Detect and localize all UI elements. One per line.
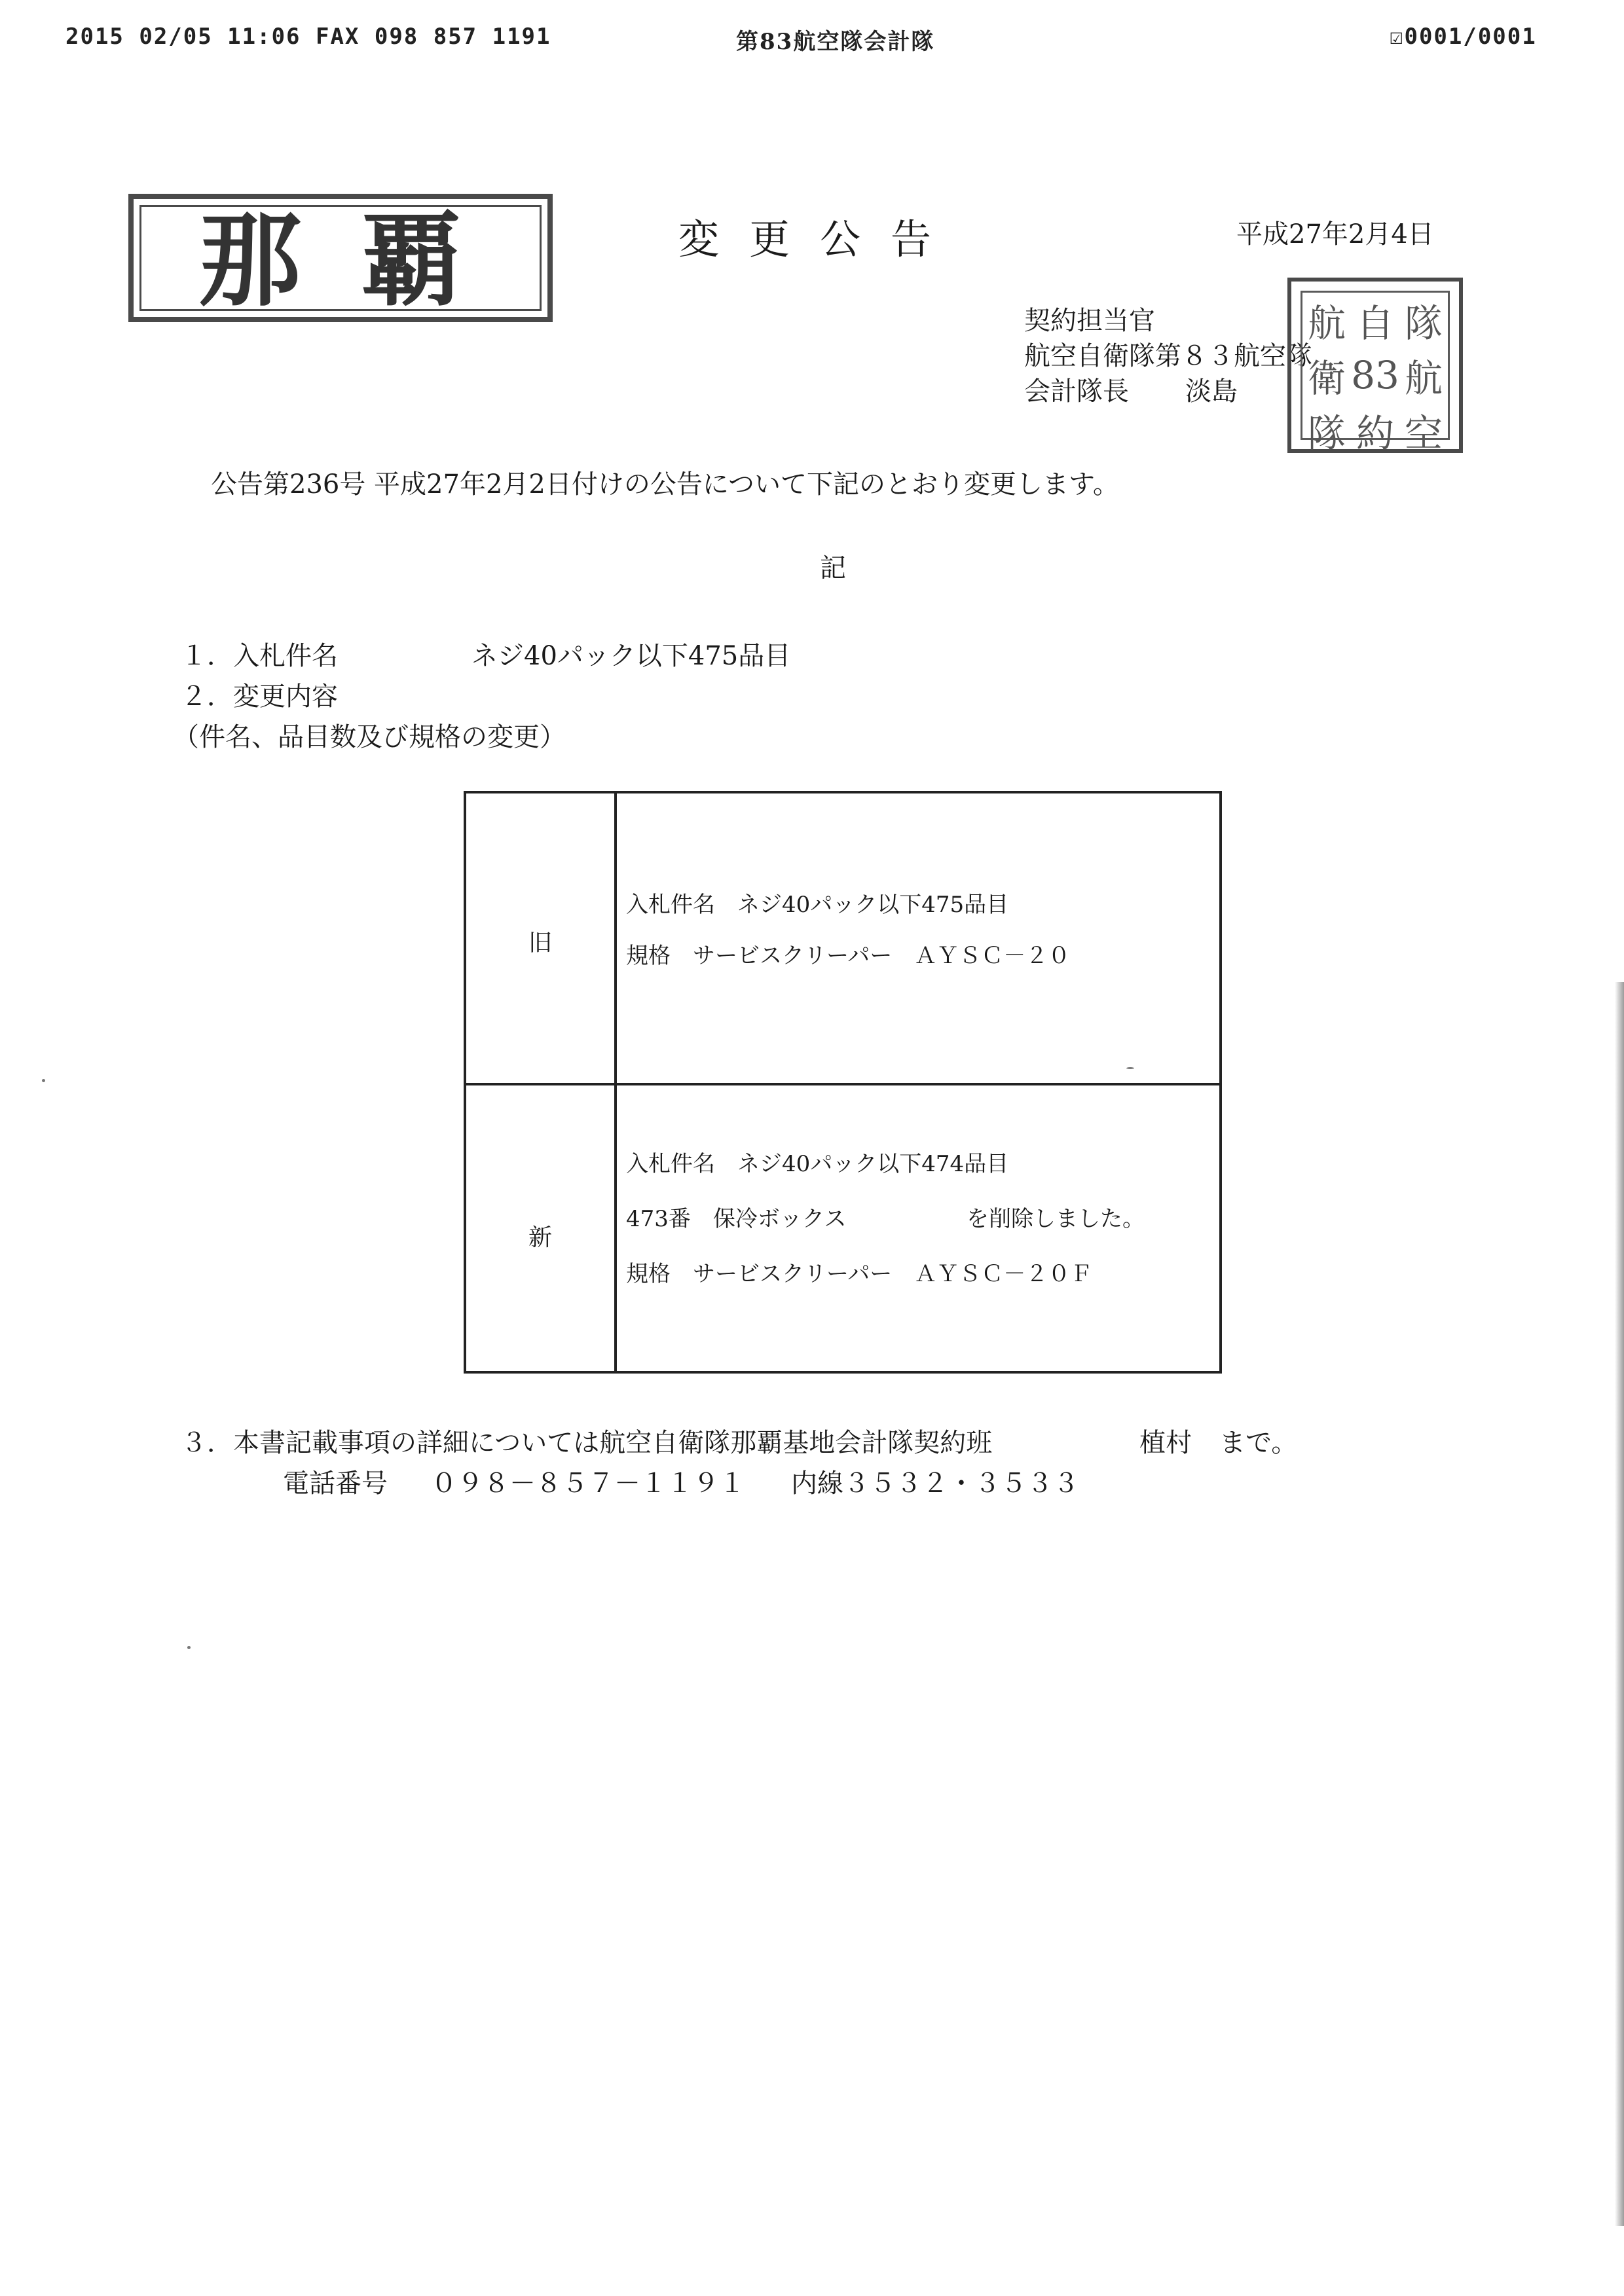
notice-date: 平成27年2月4日 <box>1236 219 1434 249</box>
seal-glyph: 自 <box>1356 301 1394 346</box>
naha-stamp <box>128 194 553 322</box>
item1-label: １．入札件名 <box>181 641 338 671</box>
fax-header-page-count: ☑0001/0001 <box>1390 24 1537 50</box>
seal-glyph: 衛 <box>1307 356 1346 401</box>
seal-glyph: 航 <box>1404 356 1443 401</box>
old-line-1: 入札件名 ネジ40パック以下475品目 <box>626 892 1009 918</box>
officer-position: 契約担当官 <box>1024 306 1155 336</box>
table-column-divider <box>614 793 617 1371</box>
naha-stamp-text: 那覇 <box>199 201 521 320</box>
new-line-2a: 473番 保冷ボックス <box>626 1206 847 1232</box>
officer-name: 淡島 <box>1185 376 1238 407</box>
phone-number: ０９８－８５７－１１９１ <box>431 1468 745 1499</box>
new-line-2b: を削除しました。 <box>967 1206 1145 1232</box>
scan-edge-shadow <box>1615 982 1624 2226</box>
old-line-2: 規格 サービスクリーパー ＡＹＳＣ－２０ <box>626 943 1071 969</box>
seal-glyph: 83 <box>1351 353 1399 397</box>
ki-heading: 記 <box>820 553 846 583</box>
change-table <box>464 791 1222 1374</box>
contact-end: まで。 <box>1219 1428 1298 1458</box>
item2-note: （件名、品目数及び規格の変更） <box>173 722 566 752</box>
seal-glyph: 隊 <box>1404 301 1443 346</box>
new-label: 新 <box>528 1224 552 1251</box>
contact-person: 植村 <box>1139 1428 1192 1458</box>
intro-text: 公告第236号 平成27年2月2日付けの公告について下記のとおり変更します。 <box>211 469 1119 500</box>
fax-header-sender: 第83航空隊会計隊 <box>736 29 935 55</box>
new-line-1: 入札件名 ネジ40パック以下474品目 <box>626 1151 1009 1177</box>
phone-extension: 内線３５３２・３５３３ <box>791 1468 1079 1499</box>
seal-glyph: 隊 <box>1307 411 1346 456</box>
scan-speck <box>42 1079 45 1082</box>
officer-unit: 航空自衛隊第８３航空隊 <box>1024 341 1312 371</box>
phone-label: 電話番号 <box>283 1468 388 1499</box>
fax-header-timestamp: 2015 02/05 11:06 FAX 098 857 1191 <box>65 24 551 50</box>
item1-value: ネジ40パック以下475品目 <box>471 641 791 671</box>
seal-glyph: 航 <box>1307 301 1346 346</box>
scan-speck <box>187 1646 191 1649</box>
table-row-divider <box>466 1083 1219 1085</box>
scan-speck <box>1126 1067 1134 1069</box>
old-label: 旧 <box>528 930 552 957</box>
official-seal <box>1287 278 1463 456</box>
officer-title: 会計隊長 <box>1024 376 1129 407</box>
seal-glyph: 空 <box>1404 411 1443 456</box>
page-title: 変更公告 <box>678 215 962 263</box>
seal-glyph: 約 <box>1356 411 1394 456</box>
item2-label: ２．変更内容 <box>181 682 338 712</box>
contact-line: ３．本書記載事項の詳細については航空自衛隊那覇基地会計隊契約班 <box>181 1428 993 1458</box>
new-line-3: 規格 サービスクリーパー ＡＹＳＣ－２０Ｆ <box>626 1261 1093 1287</box>
